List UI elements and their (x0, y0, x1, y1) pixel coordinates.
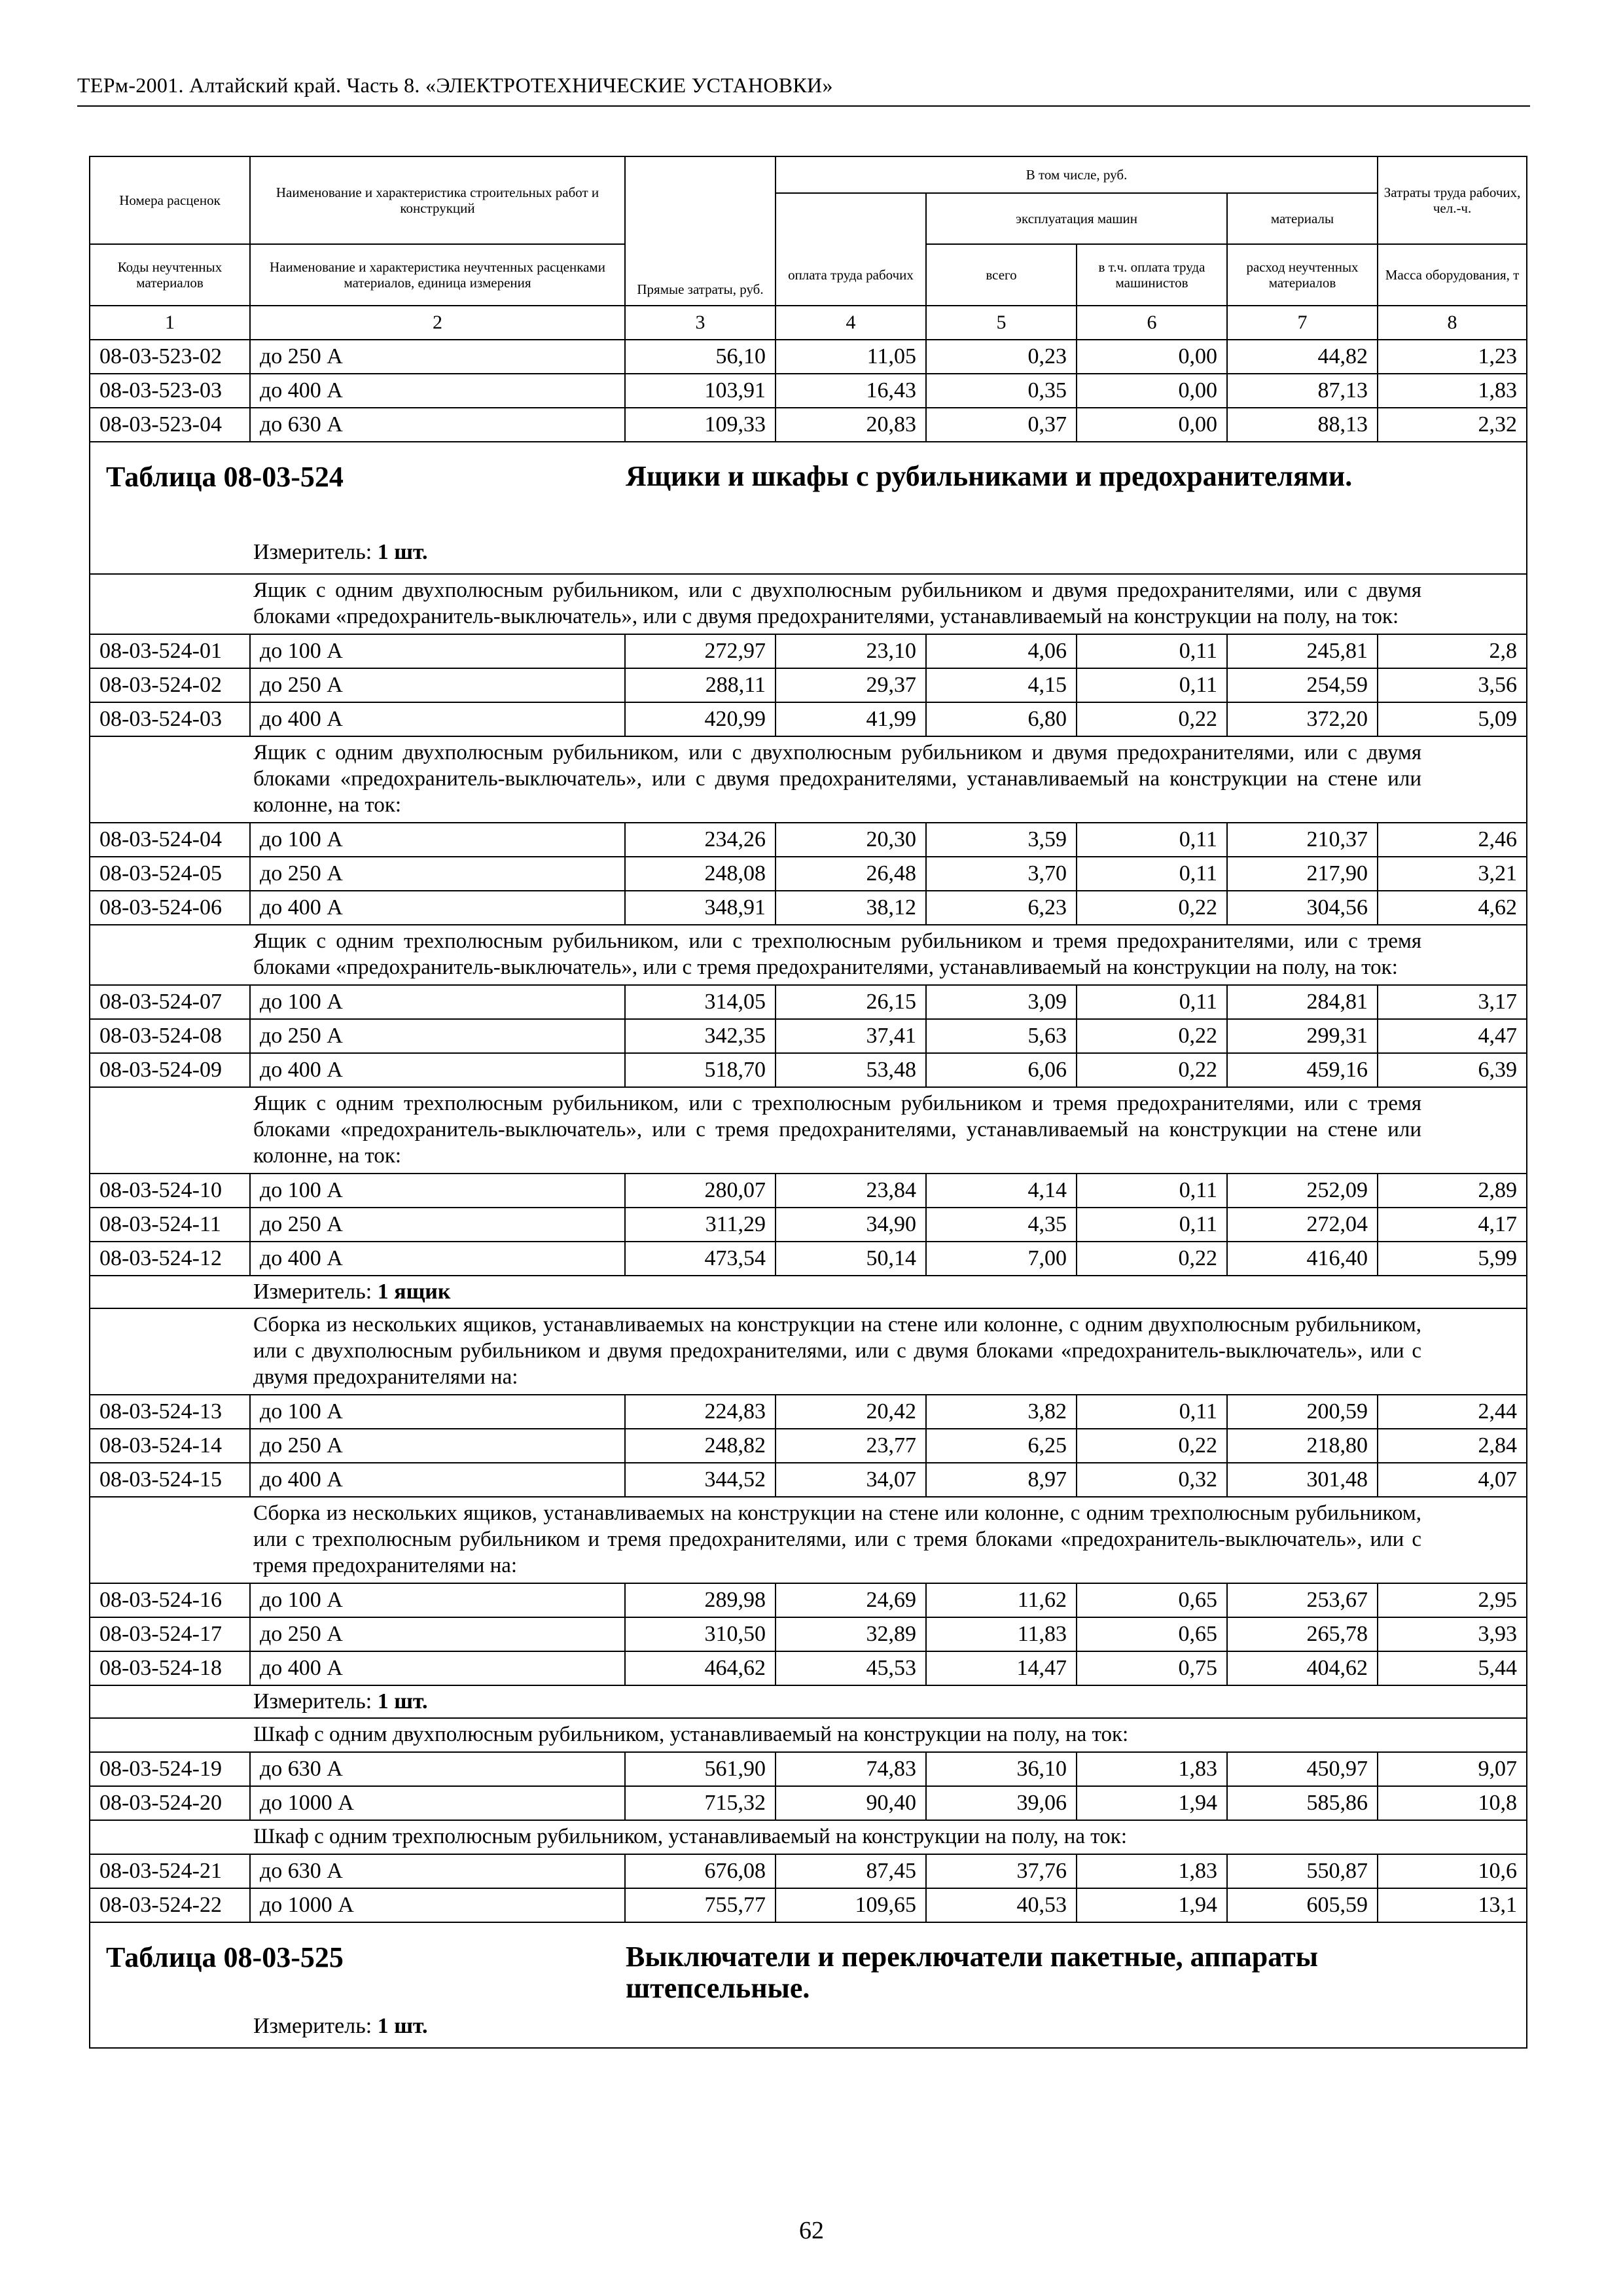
cell-code: 08-03-524-10 (90, 1174, 250, 1208)
cell-machines: 3,59 (926, 823, 1077, 857)
cell-direct: 342,35 (625, 1019, 776, 1053)
cell-direct: 420,99 (625, 702, 776, 736)
cell-machines: 4,14 (926, 1174, 1077, 1208)
cell-machines: 39,06 (926, 1786, 1077, 1820)
cell-name: до 250 А (250, 857, 625, 891)
cell-direct: 676,08 (625, 1854, 776, 1888)
table-row (90, 668, 1527, 702)
group-heading-row (90, 1087, 1527, 1174)
cell-machines: 0,23 (926, 340, 1077, 374)
cell-operators: 0,65 (1077, 1583, 1227, 1617)
group-heading-row (90, 925, 1527, 985)
cell-operators: 1,94 (1077, 1786, 1227, 1820)
table-row (90, 1242, 1527, 1276)
cell-hours: 2,84 (1378, 1429, 1527, 1463)
cell-code: 08-03-524-15 (90, 1463, 250, 1497)
cell-direct: 224,83 (625, 1395, 776, 1429)
cell-labor: 34,07 (776, 1463, 926, 1497)
cell-name: до 250 А (250, 1617, 625, 1651)
cell-materials: 245,81 (1227, 634, 1378, 668)
measure-unit (253, 539, 428, 565)
header-material-names: Наименование и характеристика неучтенных расценками материалов, единица измерения (250, 244, 625, 306)
cell-hours: 2,89 (1378, 1174, 1527, 1208)
measure-prefix: Измеритель: (253, 1689, 372, 1713)
cell-direct: 464,62 (625, 1651, 776, 1685)
column-number: 4 (776, 306, 926, 340)
group-heading: Ящик с одним двухполюсным рубильником, или с двухполюсным рубильником и двумя предохранителями, или с двумя блоками «предохранитель-выключатель», или с двумя предохранителями, устанавливаемый на конструкции на стене или колонне, на ток: (90, 736, 1527, 823)
measure-prefix: Измеритель: (253, 2014, 372, 2038)
cell-operators: 0,11 (1077, 1395, 1227, 1429)
cell-code: 08-03-524-14 (90, 1429, 250, 1463)
cell-hours: 1,23 (1378, 340, 1527, 374)
group-heading: Ящик с одним двухполюсным рубильником, или с двухполюсным рубильником и двумя предохранителями, или с двумя блоками «предохранитель-выключатель», или с двумя предохранителями, устанавливаемый на конструкции на полу, на ток: (90, 574, 1527, 634)
cell-code: 08-03-524-05 (90, 857, 250, 891)
table-row (90, 1786, 1527, 1820)
group-heading: Сборка из нескольких ящиков, устанавливаемых на конструкции на стене или колонне, с одним трехполюсным рубильником, или с трехполюсным рубильником и тремя предохранителями, или с тремя блоками «предохранитель-выключатель», или с тремя предохранителями на: (90, 1497, 1527, 1583)
table-row (90, 1752, 1527, 1786)
cell-direct: 248,82 (625, 1429, 776, 1463)
cell-code: 08-03-524-02 (90, 668, 250, 702)
table-row (90, 1651, 1527, 1685)
cell-direct: 272,97 (625, 634, 776, 668)
header-machine-operation: эксплуатация машин (926, 193, 1227, 244)
cell-hours: 3,93 (1378, 1617, 1527, 1651)
cell-operators: 1,83 (1077, 1854, 1227, 1888)
cell-name: до 250 А (250, 1208, 625, 1242)
cell-code: 08-03-524-19 (90, 1752, 250, 1786)
cell-operators: 0,11 (1077, 1174, 1227, 1208)
cell-labor: 41,99 (776, 702, 926, 736)
table-row (90, 857, 1527, 891)
cell-code: 08-03-523-02 (90, 340, 250, 374)
cell-operators: 0,22 (1077, 1429, 1227, 1463)
cell-code: 08-03-524-08 (90, 1019, 250, 1053)
cell-machines: 3,09 (926, 985, 1077, 1019)
cell-name: до 400 А (250, 891, 625, 925)
cell-code: 08-03-524-20 (90, 1786, 250, 1820)
cell-operators: 0,22 (1077, 1053, 1227, 1087)
group-heading: Сборка из нескольких ящиков, устанавливаемых на конструкции на стене или колонне, с одним двухполюсным рубильником, или с двухполюсным рубильником и двумя предохранителями, или с двумя блоками «предохранитель-выключатель», или с двумя предохранителями на: (90, 1308, 1527, 1395)
cell-name: до 100 А (250, 823, 625, 857)
cell-materials: 87,13 (1227, 374, 1378, 408)
cell-labor: 20,83 (776, 408, 926, 442)
group-heading: Шкаф с одним трехполюсным рубильником, устанавливаемый на конструкции на полу, на ток: (90, 1820, 1527, 1854)
cell-hours: 3,56 (1378, 668, 1527, 702)
table-row (90, 1617, 1527, 1651)
cell-machines: 5,63 (926, 1019, 1077, 1053)
group-heading: Ящик с одним трехполюсным рубильником, или с трехполюсным рубильником и тремя предохранителями, или с тремя блоками «предохранитель-выключатель», или с тремя предохранителями, устанавливаемый на конструкции на стене или колонне, на ток: (90, 1087, 1527, 1174)
cell-machines: 6,06 (926, 1053, 1077, 1087)
cell-direct: 248,08 (625, 857, 776, 891)
cell-materials: 88,13 (1227, 408, 1378, 442)
cell-code: 08-03-524-03 (90, 702, 250, 736)
cell-machines: 3,82 (926, 1395, 1077, 1429)
cell-name: до 630 А (250, 1752, 625, 1786)
cell-materials: 372,20 (1227, 702, 1378, 736)
cell-labor: 74,83 (776, 1752, 926, 1786)
measure-prefix: Измеритель: (253, 540, 372, 564)
cell-direct: 311,29 (625, 1208, 776, 1242)
cell-operators: 1,83 (1077, 1752, 1227, 1786)
cell-labor: 23,77 (776, 1429, 926, 1463)
table-row (90, 1208, 1527, 1242)
cell-operators: 0,75 (1077, 1651, 1227, 1685)
table-header (90, 156, 1527, 340)
table-row (90, 1174, 1527, 1208)
group-heading: Ящик с одним трехполюсным рубильником, или с трехполюсным рубильником и тремя предохранителями, или с тремя блоками «предохранитель-выключатель», или с тремя предохранителями, устанавливаемый на конструкции на полу, на ток: (90, 925, 1527, 985)
cell-hours: 10,6 (1378, 1854, 1527, 1888)
cell-name: до 100 А (250, 634, 625, 668)
cell-name: до 400 А (250, 1242, 625, 1276)
cell-machines: 8,97 (926, 1463, 1077, 1497)
cell-direct: 314,05 (625, 985, 776, 1019)
cell-hours: 3,21 (1378, 857, 1527, 891)
cell-machines: 40,53 (926, 1888, 1077, 1922)
cell-labor: 29,37 (776, 668, 926, 702)
cell-code: 08-03-524-11 (90, 1208, 250, 1242)
cell-hours: 5,09 (1378, 702, 1527, 736)
cell-labor: 53,48 (776, 1053, 926, 1087)
cell-materials: 200,59 (1227, 1395, 1378, 1429)
cell-machines: 0,35 (926, 374, 1077, 408)
cell-labor: 16,43 (776, 374, 926, 408)
cell-materials: 416,40 (1227, 1242, 1378, 1276)
table-row (90, 340, 1527, 374)
cell-materials: 252,09 (1227, 1174, 1378, 1208)
cell-materials: 218,80 (1227, 1429, 1378, 1463)
column-number: 6 (1077, 306, 1227, 340)
cell-labor: 23,10 (776, 634, 926, 668)
column-number: 1 (90, 306, 250, 340)
cell-machines: 0,37 (926, 408, 1077, 442)
measure-value: 1 шт. (377, 540, 428, 564)
cell-hours: 2,32 (1378, 408, 1527, 442)
cell-machines: 4,06 (926, 634, 1077, 668)
header-labor-spacer (776, 193, 926, 244)
cell-hours: 2,95 (1378, 1583, 1527, 1617)
header-rate-numbers: Номера расценок (90, 156, 250, 244)
column-number: 2 (250, 306, 625, 340)
cell-hours: 2,44 (1378, 1395, 1527, 1429)
cell-labor: 87,45 (776, 1854, 926, 1888)
table-row (90, 1888, 1527, 1922)
measure-value: 1 шт. (377, 1689, 428, 1713)
cell-hours: 6,39 (1378, 1053, 1527, 1087)
column-number: 7 (1227, 306, 1378, 340)
cell-hours: 4,17 (1378, 1208, 1527, 1242)
cell-materials: 550,87 (1227, 1854, 1378, 1888)
cell-machines: 4,15 (926, 668, 1077, 702)
table-row (90, 1395, 1527, 1429)
header-materials: материалы (1227, 193, 1378, 244)
cell-machines: 11,62 (926, 1583, 1077, 1617)
cell-operators: 0,00 (1077, 340, 1227, 374)
cell-hours: 9,07 (1378, 1752, 1527, 1786)
table-title: Выключатели и переключатели пакетные, аппараты штепсельные. (626, 1941, 1319, 2004)
cell-code: 08-03-523-04 (90, 408, 250, 442)
header-machinist-pay: в т.ч. оплата труда машинистов (1077, 244, 1227, 306)
table-number: Таблица 08-03-524 (106, 461, 344, 493)
cell-name: до 630 А (250, 408, 625, 442)
table-title-row (90, 1922, 1527, 2048)
cell-materials: 254,59 (1227, 668, 1378, 702)
cell-labor: 45,53 (776, 1651, 926, 1685)
cell-name: до 400 А (250, 1463, 625, 1497)
cell-operators: 0,22 (1077, 1019, 1227, 1053)
cell-direct: 288,11 (625, 668, 776, 702)
cell-code: 08-03-523-03 (90, 374, 250, 408)
running-header: ТЕРм-2001. Алтайский край. Часть 8. «ЭЛЕКТРОТЕХНИЧЕСКИЕ УСТАНОВКИ» (77, 73, 1530, 107)
cell-direct: 561,90 (625, 1752, 776, 1786)
cell-operators: 0,11 (1077, 857, 1227, 891)
cell-operators: 0,22 (1077, 891, 1227, 925)
cell-materials: 253,67 (1227, 1583, 1378, 1617)
cell-direct: 103,91 (625, 374, 776, 408)
table-row (90, 1463, 1527, 1497)
cell-direct: 234,26 (625, 823, 776, 857)
cell-machines: 37,76 (926, 1854, 1077, 1888)
cell-name: до 1000 А (250, 1888, 625, 1922)
cell-labor: 109,65 (776, 1888, 926, 1922)
cell-operators: 0,11 (1077, 823, 1227, 857)
cell-operators: 0,65 (1077, 1617, 1227, 1651)
cell-labor: 20,30 (776, 823, 926, 857)
table-row (90, 1429, 1527, 1463)
header-work-name: Наименование и характеристика строительных работ и конструкций (250, 156, 625, 244)
cell-operators: 0,32 (1077, 1463, 1227, 1497)
cell-code: 08-03-524-07 (90, 985, 250, 1019)
cell-code: 08-03-524-17 (90, 1617, 250, 1651)
table-row (90, 1583, 1527, 1617)
cell-operators: 0,00 (1077, 374, 1227, 408)
table-row (90, 985, 1527, 1019)
table-title-row (90, 442, 1527, 574)
table-row (90, 374, 1527, 408)
cell-machines: 36,10 (926, 1752, 1077, 1786)
cell-labor: 50,14 (776, 1242, 926, 1276)
cell-direct: 289,98 (625, 1583, 776, 1617)
cell-operators: 0,11 (1077, 634, 1227, 668)
table-title-block (90, 442, 1527, 574)
header-direct-costs: Прямые затраты, руб. (625, 156, 776, 306)
table-title-block (90, 1922, 1527, 2048)
table-row (90, 634, 1527, 668)
column-number: 3 (625, 306, 776, 340)
cell-name: до 100 А (250, 1395, 625, 1429)
cell-name: до 250 А (250, 668, 625, 702)
cell-hours: 5,44 (1378, 1651, 1527, 1685)
cell-hours: 5,99 (1378, 1242, 1527, 1276)
group-heading: Шкаф с одним двухполюсным рубильником, устанавливаемый на конструкции на полу, на ток: (90, 1718, 1527, 1752)
cell-operators: 1,94 (1077, 1888, 1227, 1922)
cell-code: 08-03-524-22 (90, 1888, 250, 1922)
group-heading-row (90, 736, 1527, 823)
cell-materials: 299,31 (1227, 1019, 1378, 1053)
cell-name: до 630 А (250, 1854, 625, 1888)
group-heading-row (90, 1497, 1527, 1583)
cell-labor: 90,40 (776, 1786, 926, 1820)
measure-unit (90, 1276, 1527, 1308)
cell-hours: 4,62 (1378, 891, 1527, 925)
cell-operators: 0,22 (1077, 702, 1227, 736)
table-number: Таблица 08-03-525 (106, 1941, 344, 1973)
cell-labor: 32,89 (776, 1617, 926, 1651)
cell-machines: 6,80 (926, 702, 1077, 736)
cell-direct: 348,91 (625, 891, 776, 925)
cell-materials: 210,37 (1227, 823, 1378, 857)
cell-materials: 304,56 (1227, 891, 1378, 925)
cell-direct: 109,33 (625, 408, 776, 442)
cell-materials: 404,62 (1227, 1651, 1378, 1685)
cell-materials: 265,78 (1227, 1617, 1378, 1651)
table-title: Ящики и шкафы с рубильниками и предохранителями. (626, 460, 1353, 492)
cell-operators: 0,11 (1077, 1208, 1227, 1242)
cell-code: 08-03-524-16 (90, 1583, 250, 1617)
table-row (90, 1854, 1527, 1888)
cell-code: 08-03-524-18 (90, 1651, 250, 1685)
cell-operators: 0,11 (1077, 985, 1227, 1019)
cell-hours: 4,47 (1378, 1019, 1527, 1053)
cell-name: до 250 А (250, 1019, 625, 1053)
cell-labor: 26,15 (776, 985, 926, 1019)
cell-direct: 518,70 (625, 1053, 776, 1087)
cell-name: до 250 А (250, 340, 625, 374)
cell-materials: 585,86 (1227, 1786, 1378, 1820)
cell-operators: 0,00 (1077, 408, 1227, 442)
cell-code: 08-03-524-01 (90, 634, 250, 668)
cell-name: до 100 А (250, 1174, 625, 1208)
group-heading-row (90, 1308, 1527, 1395)
table-row (90, 1053, 1527, 1087)
cell-hours: 4,07 (1378, 1463, 1527, 1497)
cell-labor: 34,90 (776, 1208, 926, 1242)
measure-row (90, 1276, 1527, 1308)
header-machines-total: всего (926, 244, 1077, 306)
cell-hours: 1,83 (1378, 374, 1527, 408)
cell-name: до 400 А (250, 702, 625, 736)
cell-code: 08-03-524-21 (90, 1854, 250, 1888)
header-unaccounted-materials: расход неучтенных материалов (1227, 244, 1378, 306)
cell-code: 08-03-524-13 (90, 1395, 250, 1429)
cell-hours: 3,17 (1378, 985, 1527, 1019)
column-number: 5 (926, 306, 1077, 340)
cell-operators: 0,22 (1077, 1242, 1227, 1276)
cell-materials: 217,90 (1227, 857, 1378, 891)
cell-name: до 1000 А (250, 1786, 625, 1820)
cell-direct: 715,32 (625, 1786, 776, 1820)
cell-materials: 284,81 (1227, 985, 1378, 1019)
header-equipment-mass: Масса оборудования, т (1378, 244, 1527, 306)
cell-machines: 11,83 (926, 1617, 1077, 1651)
cell-hours: 2,8 (1378, 634, 1527, 668)
table-body (90, 340, 1527, 2048)
header-including: В том числе, руб. (776, 156, 1378, 193)
cell-machines: 14,47 (926, 1651, 1077, 1685)
measure-prefix: Измеритель: (253, 1280, 372, 1304)
page-number: 62 (799, 2217, 824, 2244)
cell-name: до 400 А (250, 1651, 625, 1685)
cell-hours: 13,1 (1378, 1888, 1527, 1922)
table-row (90, 1019, 1527, 1053)
cell-labor: 37,41 (776, 1019, 926, 1053)
header-labor-hours: Затраты труда рабочих, чел.-ч. (1378, 156, 1527, 244)
group-heading-row (90, 1820, 1527, 1854)
cell-labor: 26,48 (776, 857, 926, 891)
measure-value: 1 шт. (377, 2014, 428, 2038)
table-row (90, 702, 1527, 736)
measure-unit (253, 2013, 428, 2039)
cell-name: до 400 А (250, 1053, 625, 1087)
cell-name: до 100 А (250, 985, 625, 1019)
cell-materials: 450,97 (1227, 1752, 1378, 1786)
cell-materials: 459,16 (1227, 1053, 1378, 1087)
header-material-codes: Коды неучтенных материалов (90, 244, 250, 306)
cell-machines: 7,00 (926, 1242, 1077, 1276)
header-labor-pay: оплата труда рабочих (776, 244, 926, 306)
measure-value: 1 ящик (377, 1280, 451, 1304)
cell-code: 08-03-524-04 (90, 823, 250, 857)
cell-hours: 2,46 (1378, 823, 1527, 857)
measure-row (90, 1685, 1527, 1718)
cell-direct: 310,50 (625, 1617, 776, 1651)
cell-code: 08-03-524-06 (90, 891, 250, 925)
group-heading-row (90, 574, 1527, 634)
measure-unit (90, 1685, 1527, 1718)
cell-direct: 344,52 (625, 1463, 776, 1497)
cell-code: 08-03-524-12 (90, 1242, 250, 1276)
cell-labor: 24,69 (776, 1583, 926, 1617)
cell-machines: 6,23 (926, 891, 1077, 925)
cell-direct: 755,77 (625, 1888, 776, 1922)
cell-direct: 473,54 (625, 1242, 776, 1276)
cell-name: до 400 А (250, 374, 625, 408)
rates-table (89, 156, 1527, 2049)
cell-direct: 56,10 (625, 340, 776, 374)
cell-machines: 3,70 (926, 857, 1077, 891)
group-heading-row (90, 1718, 1527, 1752)
cell-hours: 10,8 (1378, 1786, 1527, 1820)
table-row (90, 891, 1527, 925)
table-row (90, 823, 1527, 857)
cell-name: до 100 А (250, 1583, 625, 1617)
cell-name: до 250 А (250, 1429, 625, 1463)
cell-materials: 272,04 (1227, 1208, 1378, 1242)
table-row (90, 408, 1527, 442)
cell-machines: 6,25 (926, 1429, 1077, 1463)
cell-operators: 0,11 (1077, 668, 1227, 702)
cell-labor: 20,42 (776, 1395, 926, 1429)
cell-labor: 38,12 (776, 891, 926, 925)
cell-labor: 11,05 (776, 340, 926, 374)
column-number: 8 (1378, 306, 1527, 340)
cell-materials: 301,48 (1227, 1463, 1378, 1497)
cell-machines: 4,35 (926, 1208, 1077, 1242)
cell-direct: 280,07 (625, 1174, 776, 1208)
cell-labor: 23,84 (776, 1174, 926, 1208)
cell-materials: 44,82 (1227, 340, 1378, 374)
cell-materials: 605,59 (1227, 1888, 1378, 1922)
cell-code: 08-03-524-09 (90, 1053, 250, 1087)
